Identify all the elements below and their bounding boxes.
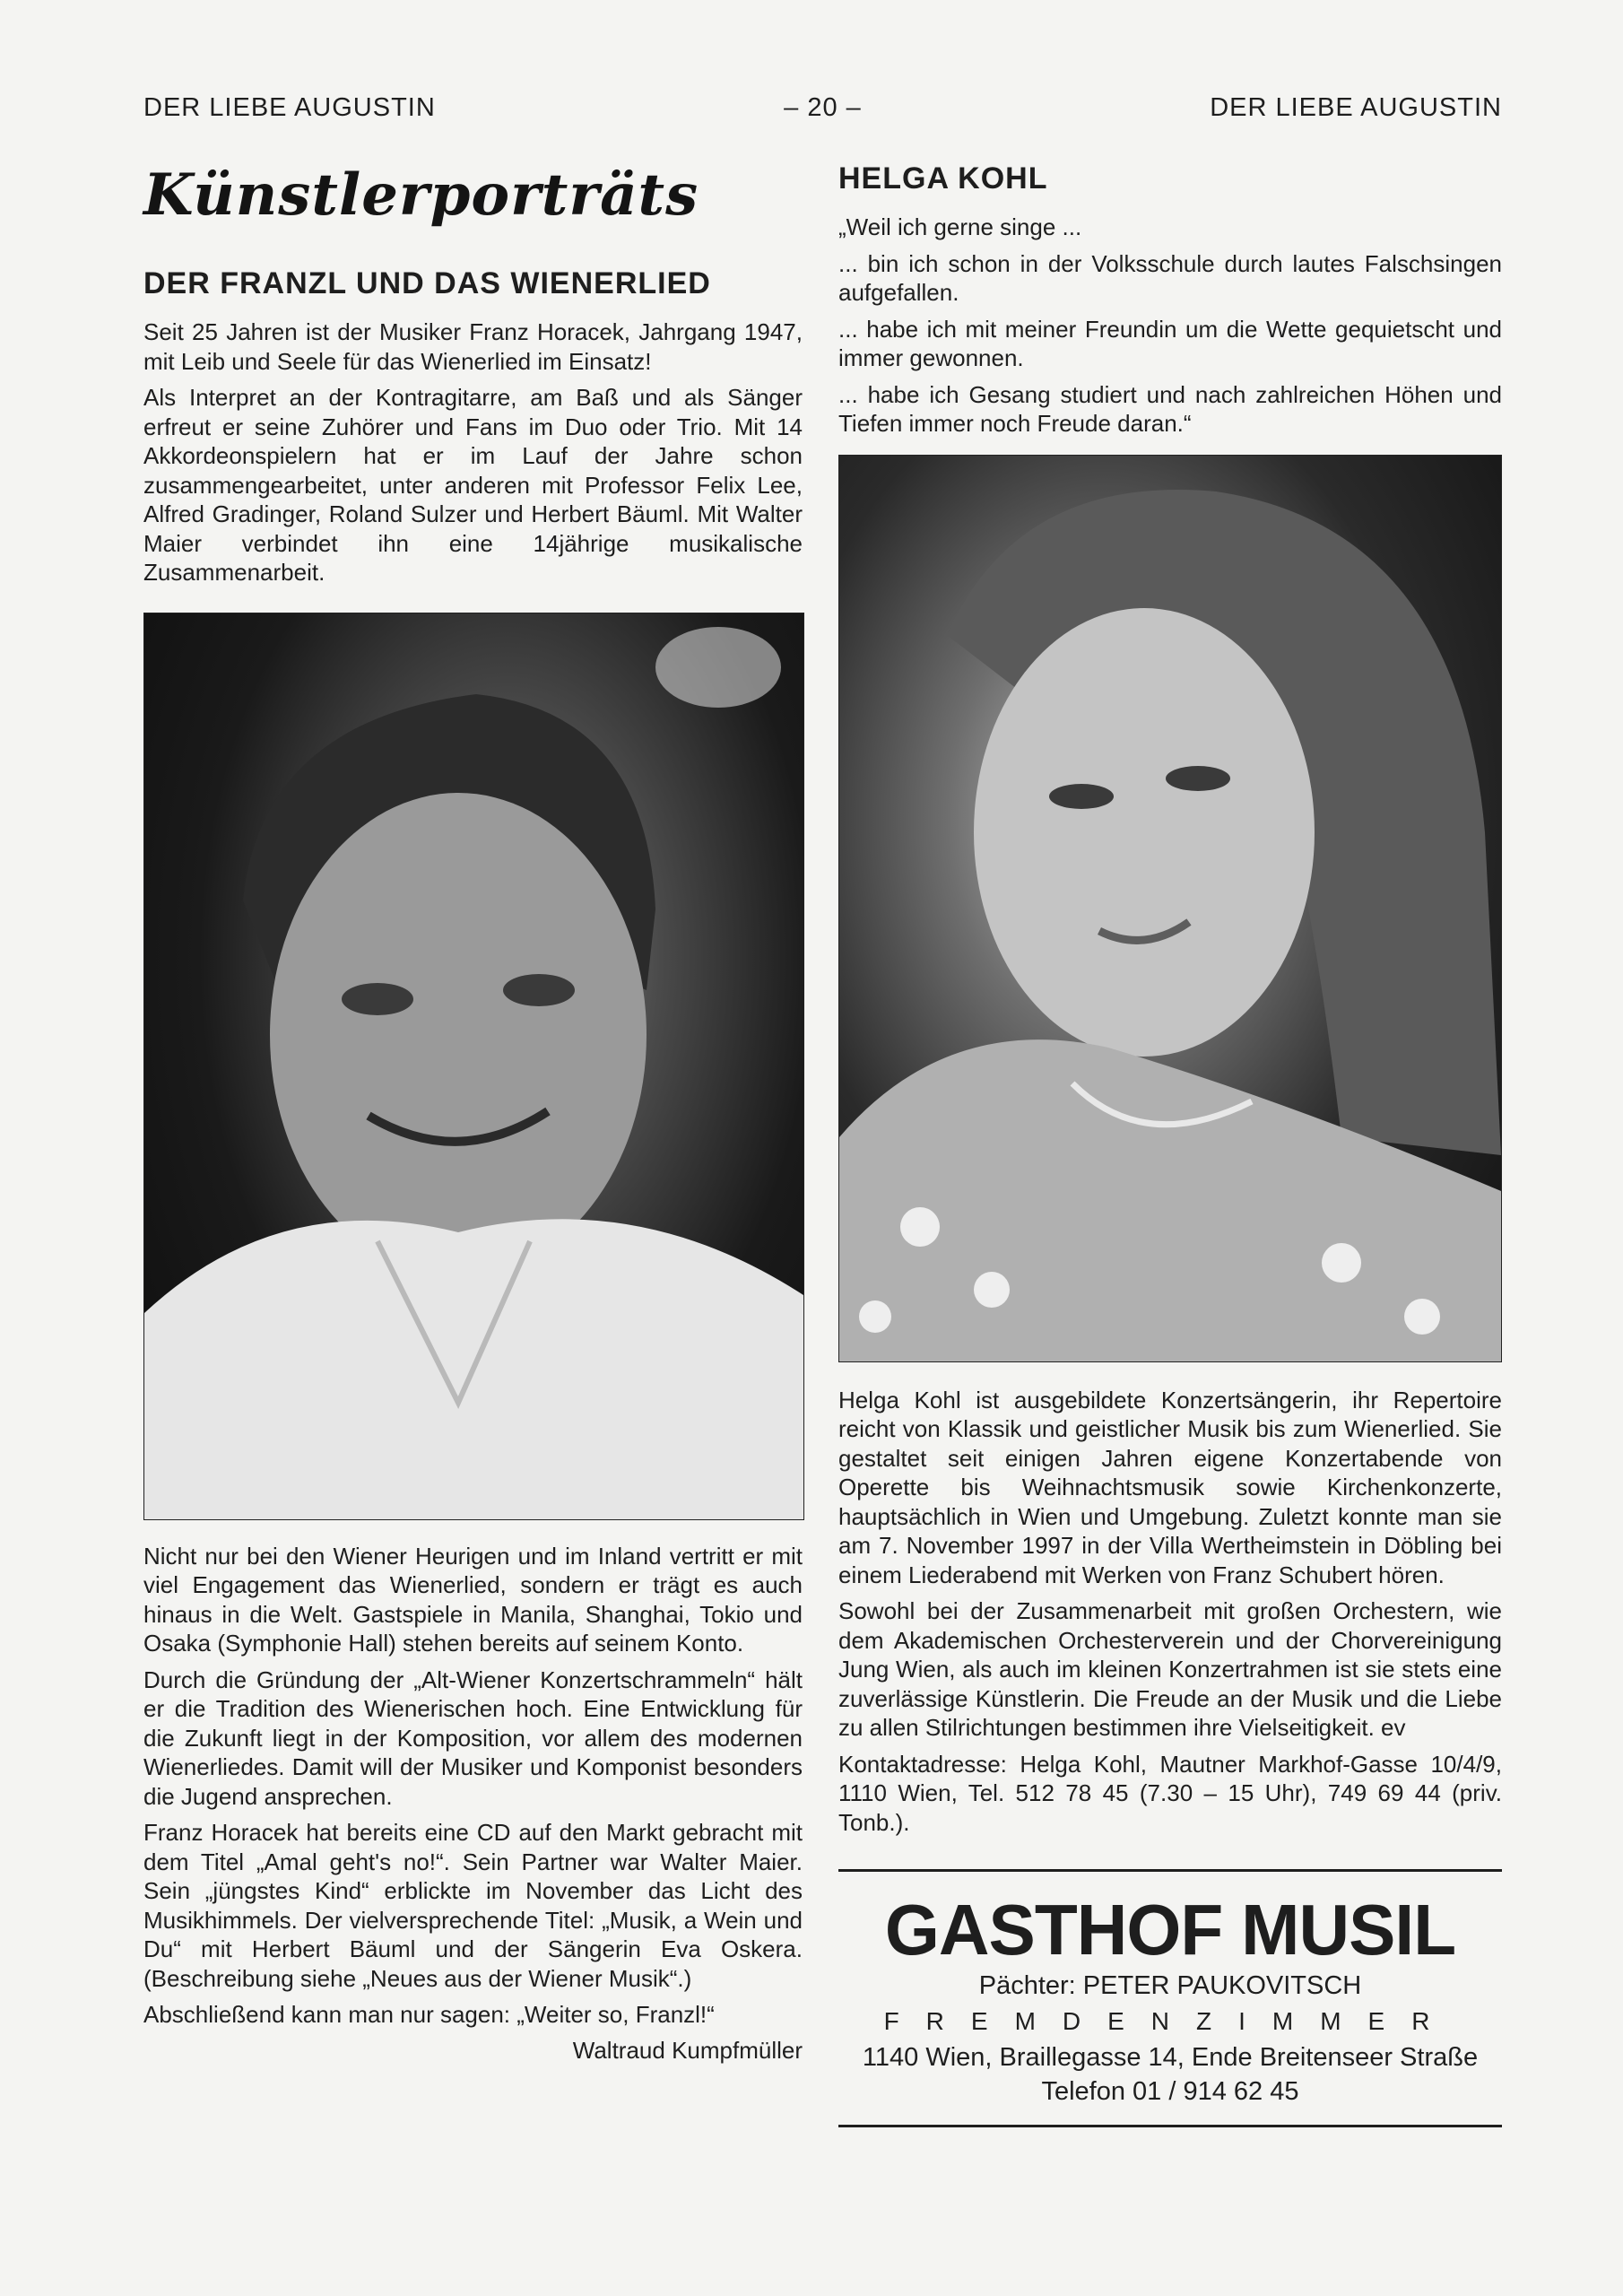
ad-phone: Telefon 01 / 914 62 45 [1041,2077,1299,2106]
article-heading-helga-kohl: HELGA KOHL [838,161,1048,196]
paragraph: Helga Kohl ist ausgebildete Konzertsängerin, ihr Repertoire reicht von Klassik und geistlicher Musik bis zum Wienerlied. Sie gestaltet seit einigen Jahren eigene Konzertabende von Operette bis Weihnachtsmusik sowie Kirchenkonzerte, hauptsächlich in Wien und Umgebung. Zuletzt konnte man sie am 7. November 1997 in der Villa Wertheimstein in Döbling bei einem Liederabend mit Werken von Franz Schubert hören. [838,1386,1502,1588]
portrait-illustration [144,613,803,1519]
page-header [143,93,1502,129]
paragraph: Sowohl bei der Zusammenarbeit mit großen Orchestern, wie dem Akademischen Orchesterverein und der Chorvereinigung Jung Wien, als auch im kleinen Konzertrahmen ist sie stets eine zuverlässige Künstlerin. Die Freude an der Musik und die Liebe zu allen Stilrichtungen bestimmen ihre Vielseitigkeit. ev [838,1597,1502,1741]
paragraph: Nicht nur bei den Wiener Heurigen und im Inland vertritt er mit viel Engagement das Wienerlied, sondern er trägt es auch hinaus in die Welt. Gastspiele in Manila, Shanghai, Tokio und Osaka (Symphonie Hall) stehen bereits auf seinem Konto. [143,1542,803,1657]
quote-line: „Weil ich gerne singe ... [838,213,1082,240]
right-column [838,161,1502,2127]
left-column [143,161,803,2065]
paragraph: Abschließend kann man nur sagen: „Weiter so, Franzl!“ [143,2001,715,2028]
ad-rooms: FREMDENZIMMER [883,2007,1457,2035]
header-left: DER LIEBE AUGUSTIN [143,93,436,122]
advertisement-gasthof-musil [838,1869,1502,2127]
page-number: – 20 – [784,93,862,122]
portrait-photo-franz-horacek [143,613,804,1520]
paragraph: Franz Horacek hat bereits eine CD auf den Markt gebracht mit dem Titel „Amal geht's no!“. Sein Partner war Walter Maier. Sein „jüngstes Kind“ erblickte im November das Licht des Musikhimmels. Der vielversprechende Titel: „Musik, a Wein und Du“ mit Herbert Bäuml und der Sängerin Eva Oskera. (Beschreibung siehe „Neues aus der Wiener Musik“.) [143,1819,803,1992]
ad-tenant: Pächter: PETER PAUKOVITSCH [978,1971,1362,2000]
quote-line: ... habe ich Gesang studiert und nach zahlreichen Höhen und Tiefen immer noch Freude daran.“ [838,380,1502,437]
ad-address: 1140 Wien, Braillegasse 14, Ende Breitenseer Straße [862,2043,1479,2072]
paragraph: Seit 25 Jahren ist der Musiker Franz Horacek, Jahrgang 1947, mit Leib und Seele für das Wienerlied im Einsatz! [143,318,803,375]
ad-title: GASTHOF MUSIL [884,1890,1456,1970]
contact-address: Kontaktadresse: Helga Kohl, Mautner Markhof-Gasse 10/4/9, 1110 Wien, Tel. 512 78 45 (7.30 – 15 Uhr), 749 69 44 (priv. Tonb.). [838,1750,1502,1836]
paragraph: Durch die Gründung der „Alt-Wiener Konzertschrammeln“ hält er die Tradition des Wienerischen hoch. Eine Entwicklung für die Zukunft liegt in der Komposition, vor allem des modernen Wienerliedes. Damit will der Musiker und Komponist besonders die Jugend ansprechen. [143,1665,803,1810]
portrait-illustration [839,456,1501,1361]
section-title: Künstlerporträts [143,161,699,229]
portrait-photo-helga-kohl [838,455,1502,1362]
quote-line: ... bin ich schon in der Volksschule durch lautes Falschsingen aufgefallen. [838,249,1502,306]
header-right: DER LIEBE AUGUSTIN [1210,93,1502,122]
article-heading-franzl: DER FRANZL UND DAS WIENERLIED [143,266,711,300]
paragraph: Als Interpret an der Kontragitarre, am Baß und als Sänger erfreut er seine Zuhörer und Fans im Duo oder Trio. Mit 14 Akkordeonspielern hat er im Lauf der Jahre schon zusammengearbeitet, unter anderen mit Professor Felix Lee, Alfred Gradinger, Roland Sulzer und Herbert Bäuml. Mit Walter Maier verbindet ihn eine 14jährige musikalische Zusammenarbeit. [143,384,803,586]
quote-line: ... habe ich mit meiner Freundin um die Wette gequietscht und immer gewonnen. [838,315,1502,371]
author-signature: Waltraud Kumpfmüller [572,2036,803,2064]
